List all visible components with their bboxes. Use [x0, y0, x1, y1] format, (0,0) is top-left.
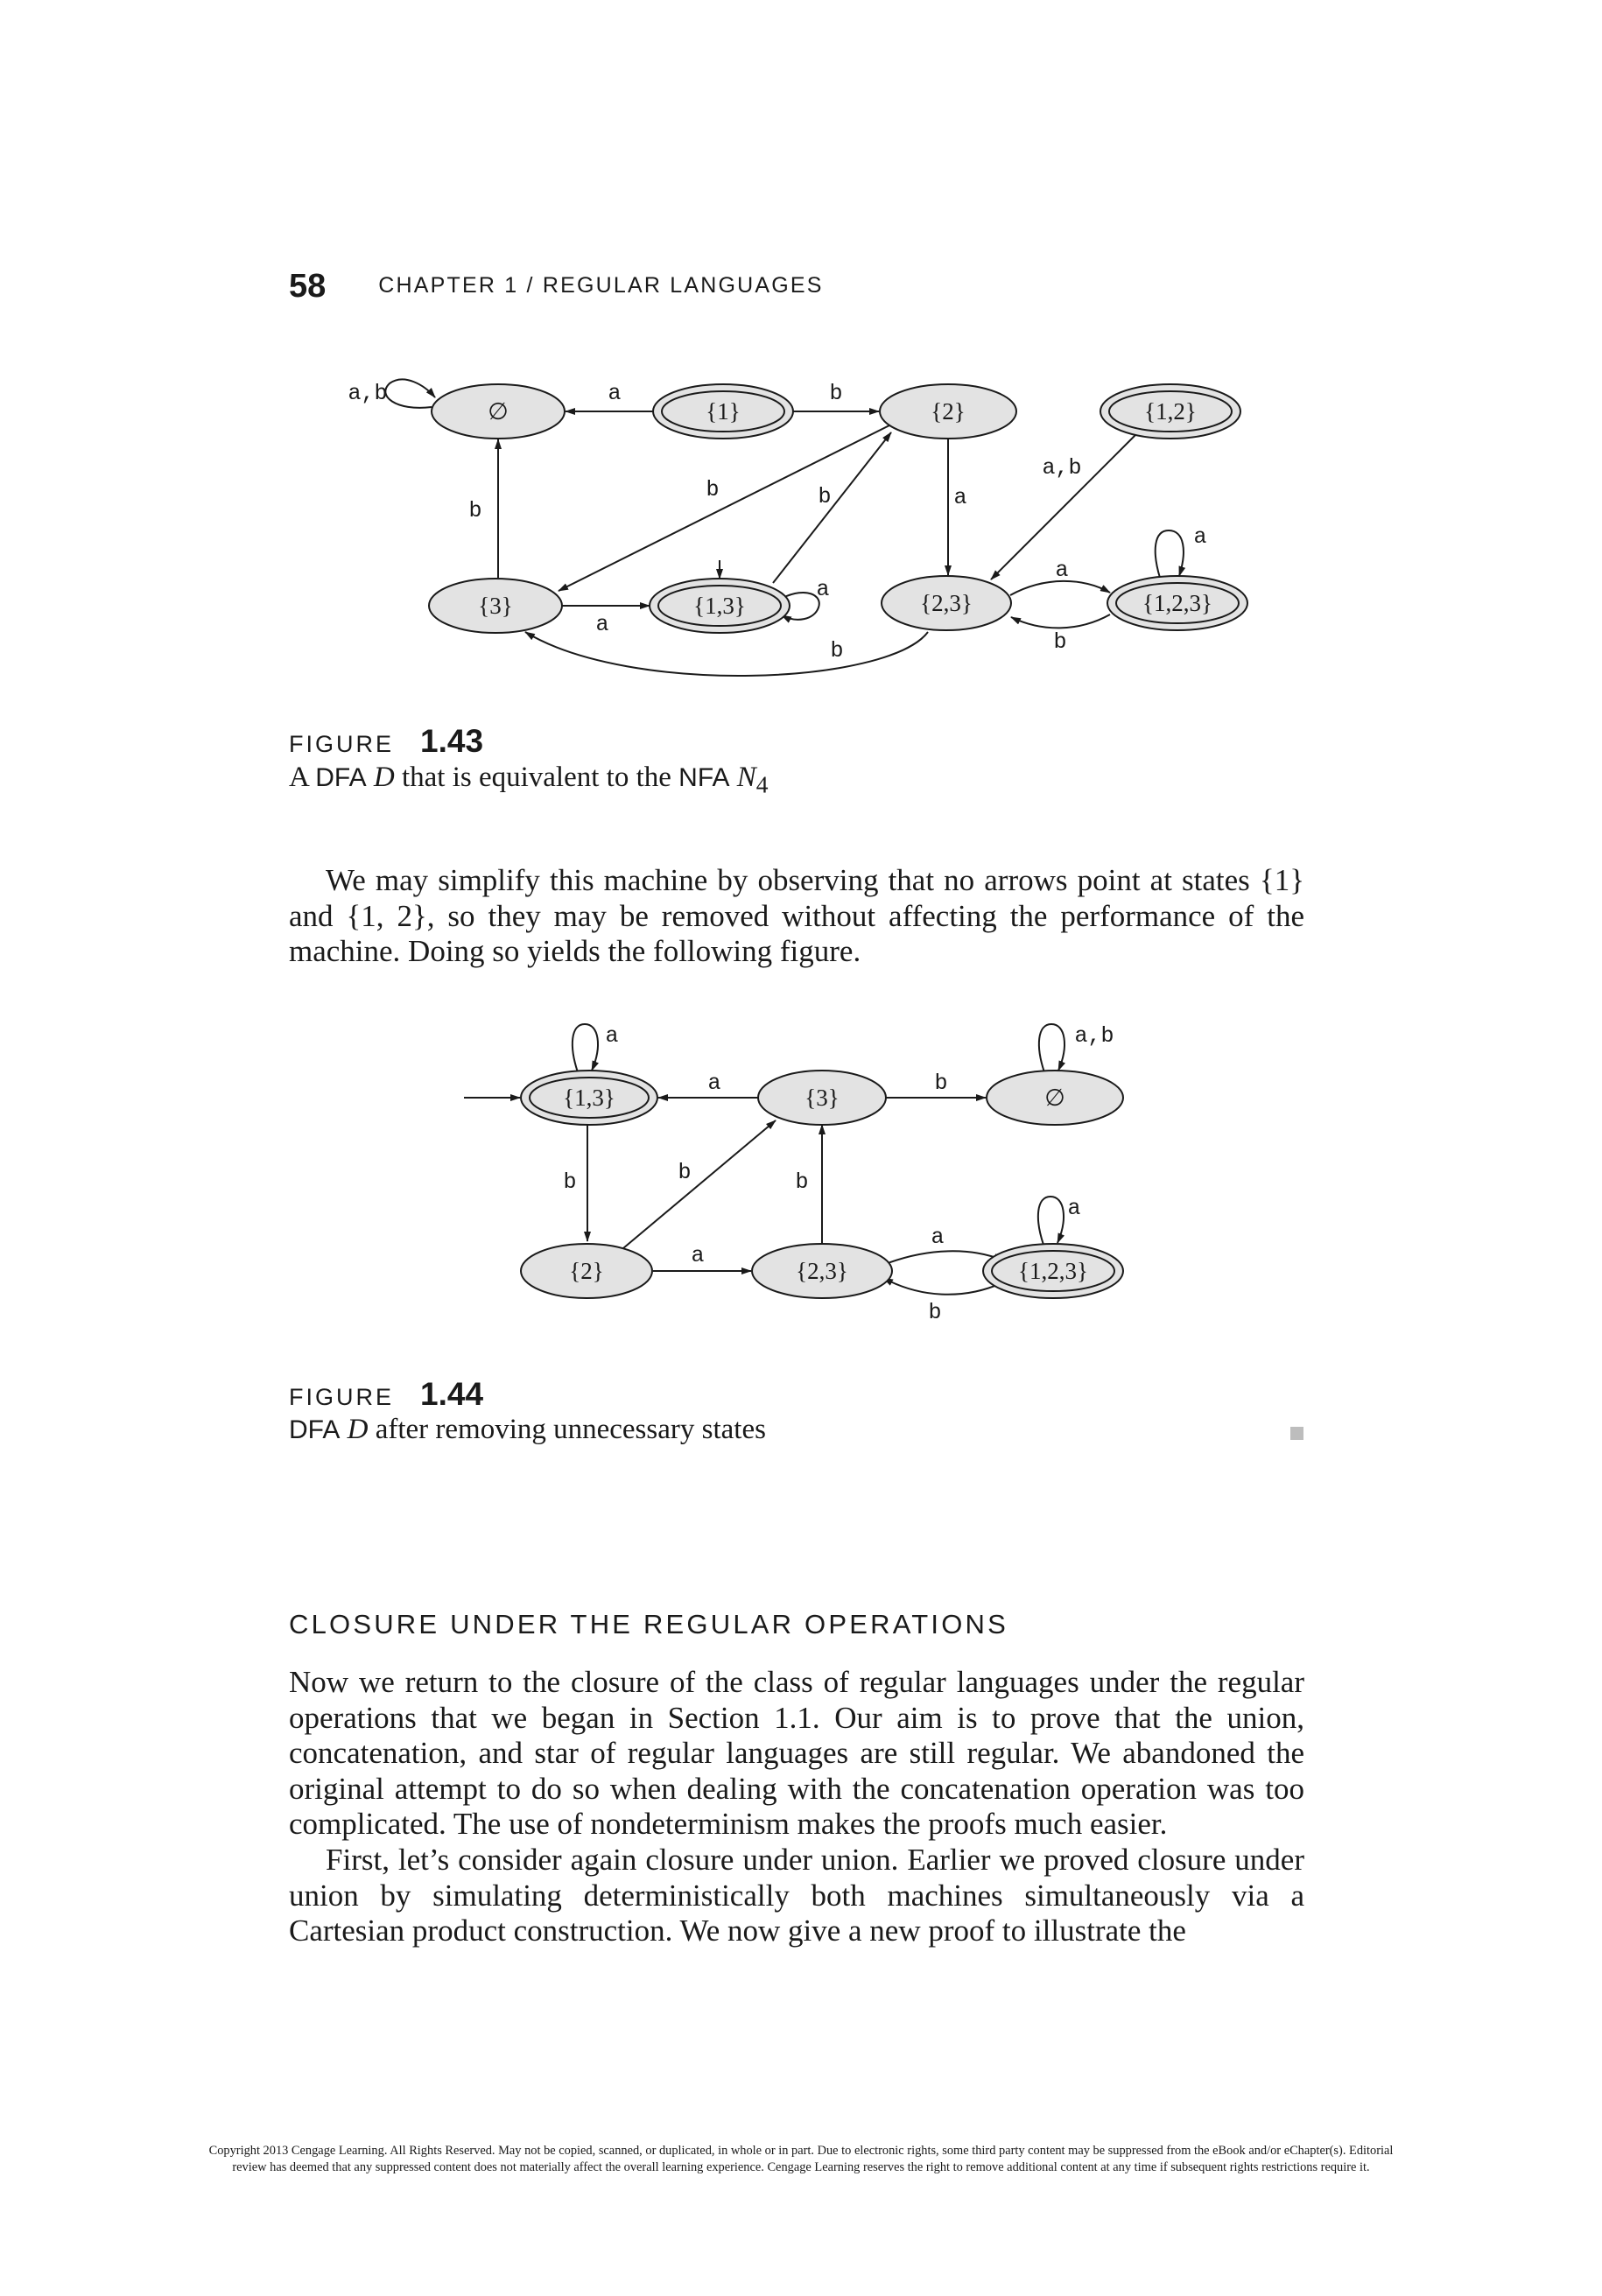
edge-label: b	[829, 381, 843, 406]
figure-word: FIGURE	[289, 731, 395, 757]
edge-123-self	[1156, 530, 1184, 578]
state-label-13: {1,3}	[693, 593, 746, 619]
caption-text: that is equivalent to the	[394, 762, 679, 793]
figure-1-43-diagram	[0, 0, 1602, 718]
paragraph-text: , so they may be removed without affecting the performance of the machine. Doing so yields the following figure.	[289, 898, 1304, 968]
chapter-title: CHAPTER 1 / REGULAR LANGUAGES	[378, 273, 824, 298]
body-paragraph	[289, 863, 1304, 970]
edge-label: a,b	[348, 381, 388, 406]
edge-label: a	[953, 485, 967, 510]
state-label-3: {3}	[478, 593, 513, 619]
edge-label: b	[563, 1169, 577, 1195]
edge-label: a	[608, 381, 622, 406]
edge-123-self	[1038, 1197, 1064, 1245]
edge-label: b	[818, 484, 832, 509]
caption-text: DFA	[289, 1415, 341, 1444]
caption-subscript: 4	[755, 770, 769, 798]
caption-text: after removing unnecessary states	[368, 1414, 766, 1445]
figure-word: FIGURE	[289, 1384, 395, 1410]
state-label-3: {3}	[805, 1085, 840, 1111]
edge-label: a,b	[1074, 1023, 1114, 1049]
edge-123-to-23	[1011, 614, 1110, 628]
caption-text	[340, 1414, 347, 1445]
state-label-13: {1,3}	[563, 1085, 615, 1111]
state-label-123: {1,2,3}	[1018, 1258, 1088, 1284]
page-number: 58	[289, 268, 327, 305]
edge-label: b	[795, 1169, 809, 1195]
caption-text	[367, 762, 374, 793]
edge-23-to-3	[525, 632, 928, 676]
figure-1-43-caption	[289, 762, 769, 799]
edge-13-self	[573, 1024, 598, 1072]
edge-label: b	[830, 638, 844, 664]
figure-number: 1.44	[420, 1376, 484, 1412]
edge-label: a	[931, 1225, 945, 1250]
caption-text: A	[289, 762, 316, 793]
edge-label: a	[707, 1071, 721, 1096]
section-heading: CLOSURE UNDER THE REGULAR OPERATIONS	[289, 1609, 1009, 1639]
paragraph-text: We may simplify this machine by observing that no arrows point at states	[326, 863, 1260, 897]
section-paragraph-2: First, let’s consider again closure under union. Earlier we proved closure under union by simulating deterministically both machines simultaneously via a Cartesian product construction. We now give a new proof to illustrate the	[289, 1843, 1304, 1948]
caption-text: NFA	[678, 763, 730, 792]
state-label-2: {2}	[931, 398, 966, 425]
edge-label: a	[1193, 524, 1207, 550]
figure-1-44-caption	[289, 1414, 766, 1446]
edge-2-to-3	[559, 425, 889, 591]
state-label-2: {2}	[569, 1258, 604, 1284]
edge-label: a	[816, 577, 830, 602]
edge-label: b	[934, 1071, 948, 1096]
edge-empty-self	[385, 379, 435, 407]
figure-number: 1.43	[420, 723, 484, 759]
caption-variable: D	[373, 762, 395, 793]
state-label-1: {1}	[706, 398, 741, 425]
paragraph-math: {1}	[1259, 863, 1304, 897]
edge-label: b	[678, 1160, 692, 1185]
state-label-23: {2,3}	[796, 1258, 848, 1284]
caption-variable: N	[736, 762, 756, 793]
end-of-example-mark	[1290, 1427, 1303, 1440]
paragraph-text: and	[289, 898, 347, 933]
figure-1-44-label	[289, 1376, 483, 1413]
section-paragraph-1: Now we return to the closure of the class of regular languages under the regular operations that we began in Section 1.1. Our aim is to prove that the union, concatenation, and star of regular languages are still regular. We abandoned the original attempt to do so when dealing with the concatenation operation was too complicated. The use of nondeterminism makes the proofs much easier.	[289, 1665, 1304, 1841]
caption-text	[730, 762, 737, 793]
edge-label: a	[595, 612, 609, 637]
edge-123-to-23	[883, 1278, 1003, 1295]
figure-1-43-label	[289, 723, 483, 760]
state-label-123: {1,2,3}	[1142, 590, 1212, 616]
state-label-empty: ∅	[1044, 1085, 1065, 1111]
edge-label: b	[1053, 629, 1067, 655]
edge-label: b	[706, 477, 720, 502]
copyright-notice: Copyright 2013 Cengage Learning. All Rights Reserved. May not be copied, scanned, or duplicated, in whole or in part. Due to electronic rights, some third party content may be suppressed from the eBook and/or eChapter(s). Editorial review has deemed that any suppressed content does not materially affect the overall learning experience. Cengage Learning reserves the right to remove additional content at any time if subsequent rights restrictions require it.	[208, 2144, 1394, 2174]
edge-label: a	[1067, 1196, 1081, 1221]
figure-1-44-diagram	[0, 963, 1602, 1348]
edge-23-to-123	[1010, 581, 1110, 595]
state-label-12: {1,2}	[1144, 398, 1197, 425]
caption-variable: D	[347, 1414, 369, 1445]
paragraph-math: {1, 2}	[346, 898, 427, 933]
edge-2-to-3	[623, 1120, 776, 1248]
edge-label: a	[691, 1243, 705, 1268]
edge-label: a	[1055, 558, 1069, 583]
state-label-23: {2,3}	[920, 590, 973, 616]
edge-label: a,b	[1042, 455, 1082, 481]
caption-text: DFA	[315, 763, 367, 792]
state-label-empty: ∅	[488, 398, 509, 425]
edge-label: b	[928, 1300, 942, 1325]
edge-label: a	[605, 1023, 619, 1049]
edge-empty-self	[1039, 1024, 1064, 1072]
edge-label: b	[468, 498, 482, 523]
